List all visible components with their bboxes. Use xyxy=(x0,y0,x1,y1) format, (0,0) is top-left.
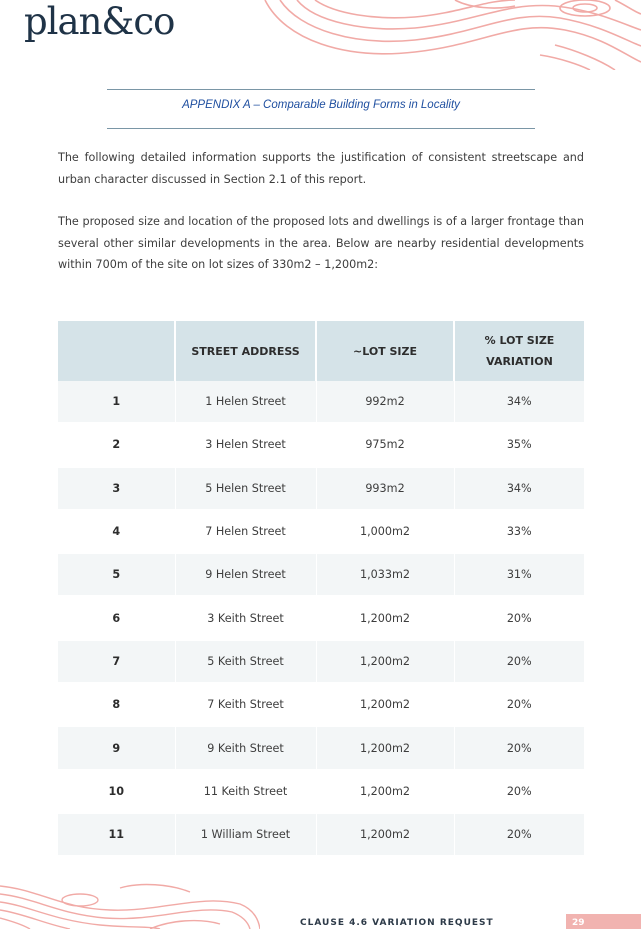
street-address: 9 Helen Street xyxy=(175,553,316,596)
table-row xyxy=(58,381,584,423)
street-address: 7 Keith Street xyxy=(175,683,316,726)
lot-size-variation: 35% xyxy=(454,423,584,466)
table-row xyxy=(58,640,584,683)
lot-size: 993m2 xyxy=(316,467,454,510)
lot-size: 975m2 xyxy=(316,423,454,466)
topographic-pattern-bottom xyxy=(0,880,260,929)
lot-size-variation: 20% xyxy=(454,683,584,726)
street-address: 11 Keith Street xyxy=(175,770,316,813)
lot-size-variation: 34% xyxy=(454,381,584,423)
footer-document-title: CLAUSE 4.6 VARIATION REQUEST xyxy=(300,918,494,928)
heading-rule-top xyxy=(107,89,535,90)
lot-size: 1,200m2 xyxy=(316,640,454,683)
appendix-title: APPENDIX A – Comparable Building Forms in Locality xyxy=(182,99,460,111)
table-row xyxy=(58,683,584,726)
lot-size-variation: 34% xyxy=(454,467,584,510)
page-number: 29 xyxy=(566,914,641,929)
row-number: 3 xyxy=(58,467,175,510)
lots-paragraph: The proposed size and location of the proposed lots and dwellings is of a larger frontage than several other similar developments in the area. Below are nearby residential developments within 700m of the site on lot sizes of 330m2 – 1,200m2: xyxy=(58,215,584,271)
row-number: 2 xyxy=(58,423,175,466)
table-row xyxy=(58,467,584,510)
row-number: 4 xyxy=(58,510,175,553)
header-number xyxy=(58,321,175,381)
street-address: 5 Helen Street xyxy=(175,467,316,510)
lot-size: 1,200m2 xyxy=(316,726,454,769)
company-logo: plan&co xyxy=(24,0,175,43)
table-header-row xyxy=(58,321,584,381)
lot-size-variation: 20% xyxy=(454,770,584,813)
row-number: 10 xyxy=(58,770,175,813)
row-number: 9 xyxy=(58,726,175,769)
row-number: 6 xyxy=(58,596,175,639)
lot-size: 1,200m2 xyxy=(316,596,454,639)
lot-size: 1,033m2 xyxy=(316,553,454,596)
table-row xyxy=(58,423,584,466)
header-street-address: STREET ADDRESS xyxy=(175,321,316,381)
street-address: 5 Keith Street xyxy=(175,640,316,683)
table-row xyxy=(58,770,584,813)
lot-size-variation: 33% xyxy=(454,510,584,553)
lot-size: 1,000m2 xyxy=(316,510,454,553)
street-address: 9 Keith Street xyxy=(175,726,316,769)
lot-size-variation: 20% xyxy=(454,813,584,856)
lot-size-variation: 20% xyxy=(454,596,584,639)
row-number: 11 xyxy=(58,813,175,856)
lot-size: 1,200m2 xyxy=(316,770,454,813)
row-number: 8 xyxy=(58,683,175,726)
table-row xyxy=(58,813,584,856)
lot-size-variation: 20% xyxy=(454,640,584,683)
street-address: 3 Keith Street xyxy=(175,596,316,639)
lot-size: 1,200m2 xyxy=(316,813,454,856)
comparable-lots-table xyxy=(58,321,584,857)
street-address: 1 Helen Street xyxy=(175,381,316,423)
header-lot-size-variation: % LOT SIZE VARIATION xyxy=(454,321,584,381)
intro-paragraph: The following detailed information supports the justification of consistent streetscape and urban character discussed in Section 2.1 of this report. xyxy=(58,151,584,186)
lot-size: 992m2 xyxy=(316,381,454,423)
table-row xyxy=(58,726,584,769)
lot-size-variation: 31% xyxy=(454,553,584,596)
lot-size-variation: 20% xyxy=(454,726,584,769)
header-lot-size: ~LOT SIZE xyxy=(316,321,454,381)
lot-size: 1,200m2 xyxy=(316,683,454,726)
table-row xyxy=(58,596,584,639)
heading-rule-bottom xyxy=(107,128,535,129)
street-address: 1 William Street xyxy=(175,813,316,856)
topographic-pattern-top xyxy=(255,0,641,70)
table-row xyxy=(58,553,584,596)
street-address: 3 Helen Street xyxy=(175,423,316,466)
table-row xyxy=(58,510,584,553)
row-number: 5 xyxy=(58,553,175,596)
row-number: 7 xyxy=(58,640,175,683)
row-number: 1 xyxy=(58,381,175,423)
street-address: 7 Helen Street xyxy=(175,510,316,553)
